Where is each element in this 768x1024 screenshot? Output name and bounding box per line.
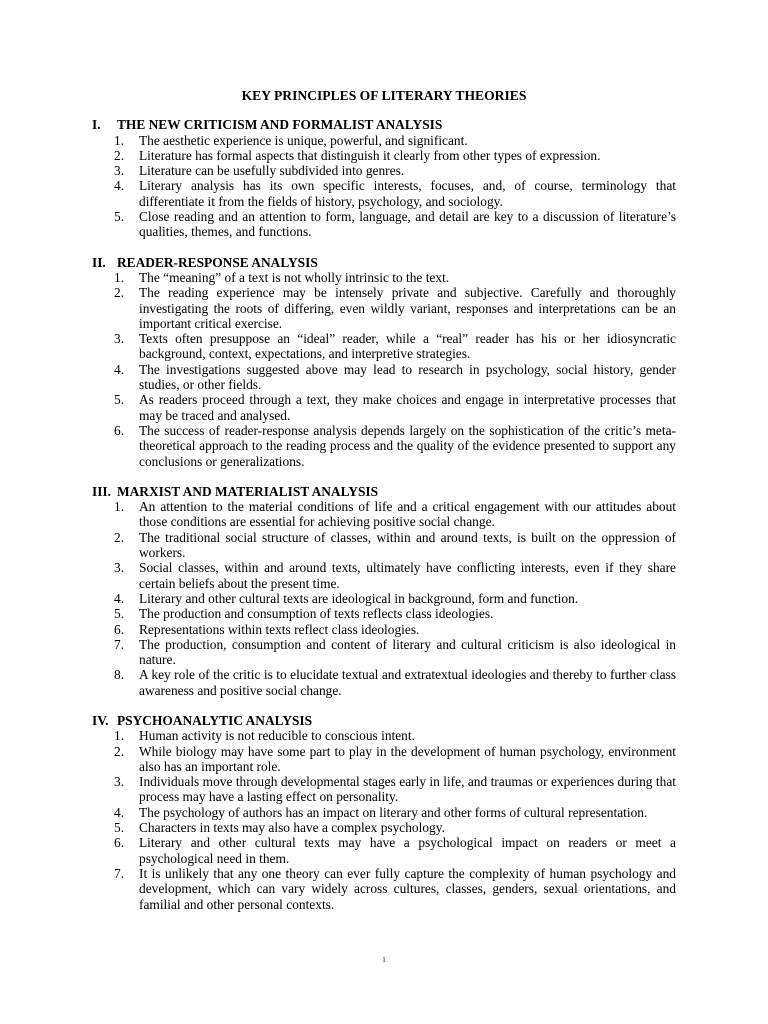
list-item-text: The success of reader-response analysis depends largely on the sophistication of the critic’s meta-theoretical approach to the reading process and the quality of the evidence presented to support any conclusions or generalizations. [139,422,676,469]
section-heading-text: MARXIST AND MATERIALIST ANALYSIS [117,483,379,499]
list-item-number: 1. [114,728,125,744]
section-numeral: I. [92,117,101,133]
list-item [92,774,676,805]
list-item [92,209,676,240]
list-item-text: Social classes, within and around texts, ultimately have conflicting interests, even if they share certain beliefs about the present time. [139,560,676,591]
list-item-number: 5. [114,820,125,836]
list-item-text: Close reading and an attention to form, language, and detail are key to a discussion of literature’s qualities, themes, and functions. [139,209,676,240]
list-item [92,499,676,530]
principles-list [92,499,676,698]
list-item-text: The aesthetic experience is unique, powerful, and significant. [139,132,468,148]
list-item-text: Representations within texts reflect class ideologies. [139,621,420,637]
list-item [92,392,676,423]
document-page [92,88,676,927]
list-item [92,270,676,285]
list-item-number: 5. [114,606,125,622]
list-item-number: 4. [114,178,125,194]
list-item-number: 7. [114,636,125,652]
list-item [92,560,676,591]
list-item [92,637,676,668]
list-item-text: The traditional social structure of classes, within and around texts, is built on the oppression of workers. [139,529,676,561]
principles-list [92,728,676,912]
list-item [92,133,676,148]
section-heading-text: READER-RESPONSE ANALYSIS [117,254,318,270]
section [92,484,676,698]
list-item-number: 3. [114,331,125,347]
list-item [92,178,676,209]
document-title: KEY PRINCIPLES OF LITERARY THEORIES [241,88,527,103]
principles-list [92,133,676,240]
list-item-text: The investigations suggested above may lead to research in psychology, social history, gender studies, or other fields. [139,361,676,393]
list-item-number: 2. [114,147,125,163]
list-item-number: 5. [114,209,125,225]
list-item [92,820,676,835]
list-item-text: A key role of the critic is to elucidate textual and extratextual ideologies and thereby to further class awareness and positive social change. [139,667,676,698]
list-item-text: Literary and other cultural texts are ideological in background, form and function. [139,590,579,606]
list-item [92,423,676,469]
list-item [92,530,676,561]
section-numeral: III. [92,483,111,499]
section-numeral: II. [92,254,106,270]
section [92,255,676,469]
section-heading [92,117,676,132]
list-item-number: 4. [114,804,125,820]
list-item-number: 2. [114,285,125,301]
list-item-number: 8. [114,667,125,683]
list-item-number: 1. [114,132,125,148]
section-heading-text: THE NEW CRITICISM AND FORMALIST ANALYSIS [117,117,443,133]
list-item-number: 7. [114,865,125,881]
list-item-text: Literary analysis has its own specific interests, focuses, and, of course, terminology that differentiate it from the fields of history, psychology, and sociology. [139,178,676,209]
list-item-text: The “meaning” of a text is not wholly intrinsic to the text. [139,269,450,285]
list-item-number: 5. [114,392,125,408]
list-item-text: The reading experience may be intensely private and subjective. Carefully and thoroughly investigating the roots of differing, even wildly variant, responses and interpretations can be an important critical exercise. [139,285,676,331]
list-item [92,805,676,820]
section [92,713,676,912]
list-item [92,163,676,178]
list-item-number: 1. [114,499,125,515]
section-numeral: IV. [92,712,109,728]
list-item-text: The psychology of authors has an impact on literary and other forms of cultural representation. [139,804,648,820]
list-item [92,362,676,393]
list-item [92,331,676,362]
list-item-text: Individuals move through developmental stages early in life, and traumas or experiences during that process may have a lasting effect on personality. [139,774,676,805]
list-item [92,667,676,698]
section-heading [92,484,676,499]
sections-container [92,117,676,912]
list-item-number: 2. [114,743,125,759]
list-item-text: The production and consumption of texts reflects class ideologies. [139,606,494,622]
list-item-number: 6. [114,835,125,851]
list-item [92,728,676,743]
section-heading [92,713,676,728]
page-number: 1 [382,956,386,964]
list-item-text: The production, consumption and content of literary and cultural criticism is also ideological in nature. [139,636,676,668]
list-item [92,835,676,866]
list-item-number: 6. [114,621,125,637]
list-item-number: 3. [114,774,125,790]
list-item-number: 3. [114,560,125,576]
list-item-text: Literature has formal aspects that distinguish it clearly from other types of expression. [139,147,601,163]
list-item-text: It is unlikely that any one theory can ever fully capture the complexity of human psychology and development, which can vary widely across cultures, classes, genders, sexual orientations, and familial and other personal contexts. [139,865,676,912]
list-item [92,591,676,606]
list-item [92,285,676,331]
list-item-text: While biology may have some part to play in the development of human psychology, environment also has an important role. [139,743,676,774]
section-heading [92,255,676,270]
list-item-text: As readers proceed through a text, they make choices and engage in interpretative processes that may be traced and analysed. [139,392,676,423]
principles-list [92,270,676,469]
section-heading-text: PSYCHOANALYTIC ANALYSIS [117,712,313,728]
list-item-number: 2. [114,529,125,545]
list-item-text: Texts often presuppose an “ideal” reader, while a “real” reader has his or her idiosyncratic background, context, expectations, and interpretive strategies. [139,331,676,362]
list-item-text: Human activity is not reducible to conscious intent. [139,728,415,744]
list-item-text: Literary and other cultural texts may have a psychological impact on readers or meet a psychological need in them. [139,835,676,866]
list-item [92,148,676,163]
section [92,117,676,239]
list-item-text: An attention to the material conditions of life and a critical engagement with our attitudes about those conditions are essential for achieving positive social change. [139,499,676,530]
list-item-number: 6. [114,422,125,438]
list-item [92,606,676,621]
list-item [92,744,676,775]
list-item-text: Characters in texts may also have a complex psychology. [139,820,445,836]
list-item [92,866,676,912]
list-item-text: Literature can be usefully subdivided into genres. [139,163,405,179]
list-item-number: 4. [114,361,125,377]
list-item-number: 4. [114,590,125,606]
list-item [92,622,676,637]
list-item-number: 1. [114,269,125,285]
list-item-number: 3. [114,163,125,179]
